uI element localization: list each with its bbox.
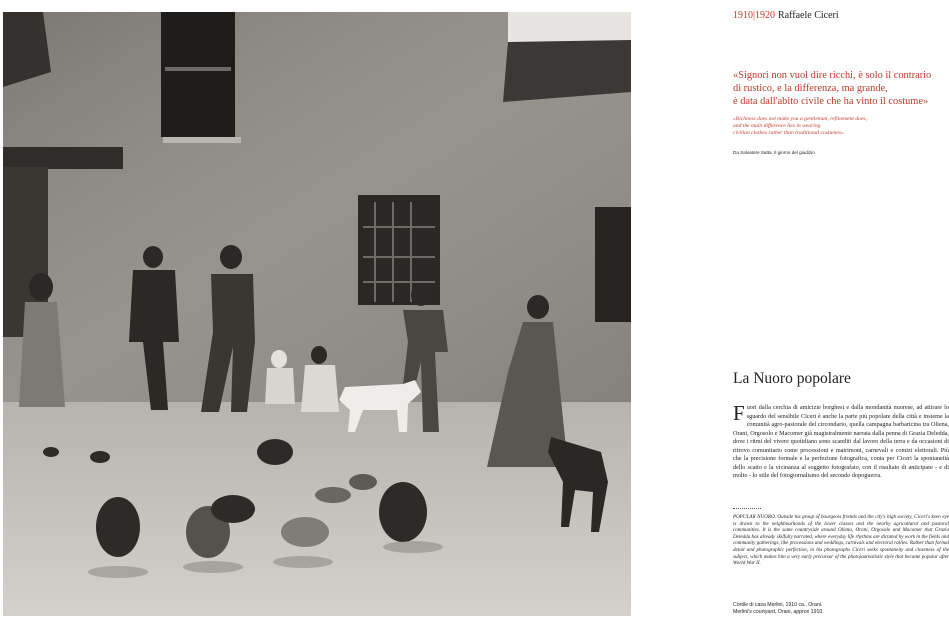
quote-en-line: and the main difference lies in wearing bbox=[733, 123, 821, 129]
quote-english bbox=[733, 116, 943, 137]
drop-cap: F bbox=[733, 404, 745, 425]
page-header bbox=[733, 10, 839, 21]
body-text-english: POPULAR NUORO. Outside his group of bourgeois friends and the city's high society, Ciceri's keen eye is drawn to the neighbourhoods of the lower classes and the nearby agricultural and pastoral communities. It is the same countryside around Oliena, Orani, Orgosolo and Macomer that Grazia Deledda has already skilfully narrated, where everyday life rhythms are dictated by work in the fields and community gatherings, like processions and weddings, carnivals and electoral rallies. Rather than formal detail and photographic perfection, in his photographs Ciceri seeks spontaneity and closeness of the subject, which makes him a very early precursor of the photojournalistic style that became popular after World War II. bbox=[733, 514, 949, 567]
quote-line: di rustico, e la differenza, ma grande, bbox=[733, 83, 888, 94]
author-name: Raffaele Ciceri bbox=[778, 10, 839, 21]
divider bbox=[733, 508, 761, 509]
quote-en-line: civilian clothes rather than traditional costumes» bbox=[733, 130, 844, 136]
section-title: La Nuoro popolare bbox=[733, 370, 851, 387]
quote-line: «Signori non vuol dire ricchi, è solo il contrario bbox=[733, 70, 932, 81]
photo-caption bbox=[733, 602, 824, 616]
body-text-italian bbox=[733, 404, 949, 496]
period-label: 1910|1920 bbox=[733, 10, 776, 21]
quote-en-line: «Richness does not make you a gentleman, refinement does, bbox=[733, 116, 868, 122]
caption-italian: Cortile di casa Merlini, 1910 ca., Orani. bbox=[733, 602, 823, 608]
body-text: uori dalla cerchia di amicizie borghesi e dalla mondanità nuorese, ad attirare lo sguardo del sensibile Ciceri è anche la parte più popolare della città e insieme la comunità agro-pastorale del circondario, quella campagna barbaricina tra Oliena, Orani, Orgosolo e Macomer già magistralmente narrata dalla penna di Grazia Deledda, dove i ritmi del vivere quotidiano sono scanditi dal lavoro della terra e da occasioni di ritrovo comunitario come processioni e matrimoni, carnevali e comizi elettorali. Più che la precisione formale e la perfezione fotografica, conta per Ciceri la spontaneità dello scatto e la vicinanza al soggetto fotografato, con il risultato di anticipare - e di molto - lo stile del fotogiornalismo del secondo dopoguerra. bbox=[733, 404, 949, 479]
courtyard-photo bbox=[3, 12, 631, 616]
quote-line: è data dall'abito civile che ha vinto il costume» bbox=[733, 96, 929, 107]
quote-source: Da Salvatore Satta, Il giorno del giudizio bbox=[733, 150, 815, 155]
caption-english: Merlini's courtyard, Orani, approx 1910. bbox=[733, 609, 824, 615]
photo-illustration bbox=[3, 12, 631, 616]
quote-italian bbox=[733, 69, 949, 108]
